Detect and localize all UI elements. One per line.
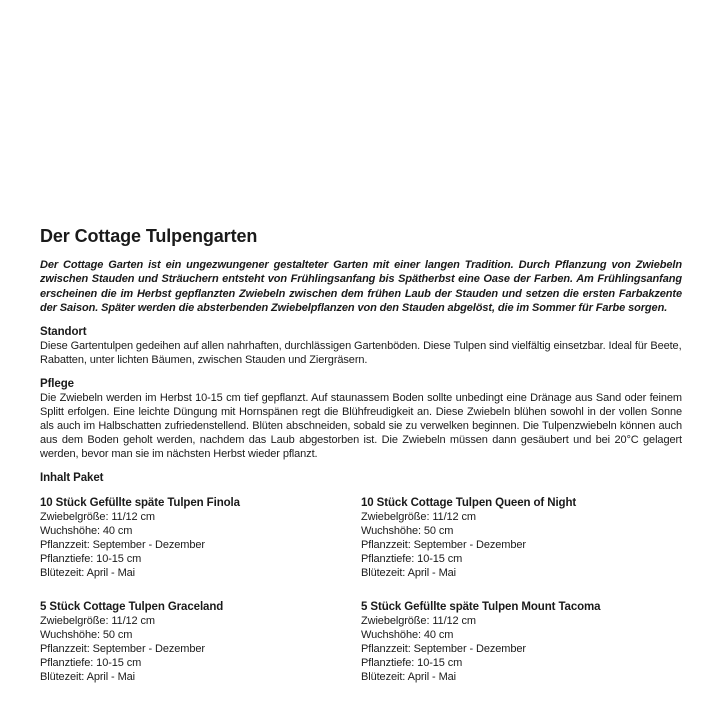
product-spec-planting-depth: Pflanztiefe: 10-15 cm <box>361 657 463 670</box>
pflege-heading: Pflege <box>40 377 74 390</box>
product-spec-bulb-size: Zwiebelgröße: 11/12 cm <box>40 510 155 523</box>
product-spec-bulb-size: Zwiebelgröße: 11/12 cm <box>361 510 476 523</box>
pflege-text: Die Zwiebeln werden im Herbst 10-15 cm tief gepflanzt. Auf staunassem Boden sollte unbedingt eine Dränage aus Sand oder feinem Splitt erfolgen. Eine leichte Düngung mit Hornspänen regt die Blühfreudigkeit an. Diese Zwiebeln blühen sowohl in der vollen Sonne als auch im Halbschatten zufriedenstellend. Blüten abschneiden, sobald sie zu verwelken beginnen. Die Tulpenzwiebeln können auch aus dem Boden geholt werden, nachdem das Laub abgestorben ist. Die Zwiebeln müssen dann gesäubert und bei 20°C gelagert werden, bevor man sie im nächsten Herbst wieder pflanzt. <box>40 391 682 460</box>
product-spec-planting-time: Pflanzzeit: September - Dezember <box>361 643 526 656</box>
product-spec-bloom-time: Blütezeit: April - Mai <box>361 671 457 684</box>
product-spec-height: Wuchshöhe: 50 cm <box>40 628 133 641</box>
product-spec-height: Wuchshöhe: 40 cm <box>40 524 133 537</box>
product-spec-planting-time: Pflanzzeit: September - Dezember <box>40 539 205 551</box>
page-title: Der Cottage Tulpengarten <box>40 226 258 246</box>
product-item-graceland <box>40 600 361 685</box>
product-item-queen-of-night <box>361 496 682 581</box>
product-item-mount-tacoma <box>361 600 682 685</box>
product-spec-bulb-size: Zwiebelgröße: 11/12 cm <box>361 614 476 627</box>
product-spec-planting-depth: Pflanztiefe: 10-15 cm <box>40 657 142 670</box>
product-spec-height: Wuchshöhe: 40 cm <box>361 628 454 641</box>
product-spec-bloom-time: Blütezeit: April - Mai <box>40 671 136 684</box>
product-spec-bloom-time: Blütezeit: April - Mai <box>40 567 136 580</box>
product-name: 5 Stück Gefüllte späte Tulpen Mount Tacoma <box>361 600 601 613</box>
product-name: 5 Stück Cottage Tulpen Graceland <box>40 600 224 613</box>
product-item-finola <box>40 496 361 581</box>
product-spec-height: Wuchshöhe: 50 cm <box>361 524 454 537</box>
inhalt-paket-heading: Inhalt Paket <box>40 471 104 484</box>
standort-heading: Standort <box>40 325 87 338</box>
product-grid <box>40 496 682 685</box>
product-name: 10 Stück Gefüllte späte Tulpen Finola <box>40 496 240 509</box>
product-spec-planting-time: Pflanzzeit: September - Dezember <box>361 539 526 551</box>
standort-text: Diese Gartentulpen gedeihen auf allen nahrhaften, durchlässigen Gartenböden. Diese Tulpen sind vielfältig einsetzbar. Ideal für Beete, Rabatten, unter lichten Bäumen, zwischen Stauden und Ziergräsern. <box>40 339 682 366</box>
product-spec-planting-depth: Pflanztiefe: 10-15 cm <box>40 553 142 566</box>
intro-paragraph: Der Cottage Garten ist ein ungezwungener gestalteter Garten mit einer langen Tradition. Durch Pflanzung von Zwiebeln zwischen Stauden und Sträuchern entsteht von Frühlingsanfang bis Spätherbst eine Oase der Farben. Am Frühlingsanfang erscheinen die im Herbst gepflanzten Zwiebeln zwischen dem frühen Laub der Stauden und setzen die ersten Farbakzente der Saison. Später werden die absterbenden Zwiebelpflanzen von den Stauden abgelöst, die im Sommer für Farbe sorgen. <box>40 258 682 315</box>
product-spec-bulb-size: Zwiebelgröße: 11/12 cm <box>40 614 155 627</box>
product-spec-planting-time: Pflanzzeit: September - Dezember <box>40 643 205 656</box>
product-spec-bloom-time: Blütezeit: April - Mai <box>361 567 457 580</box>
product-spec-planting-depth: Pflanztiefe: 10-15 cm <box>361 553 463 566</box>
product-name: 10 Stück Cottage Tulpen Queen of Night <box>361 496 577 509</box>
